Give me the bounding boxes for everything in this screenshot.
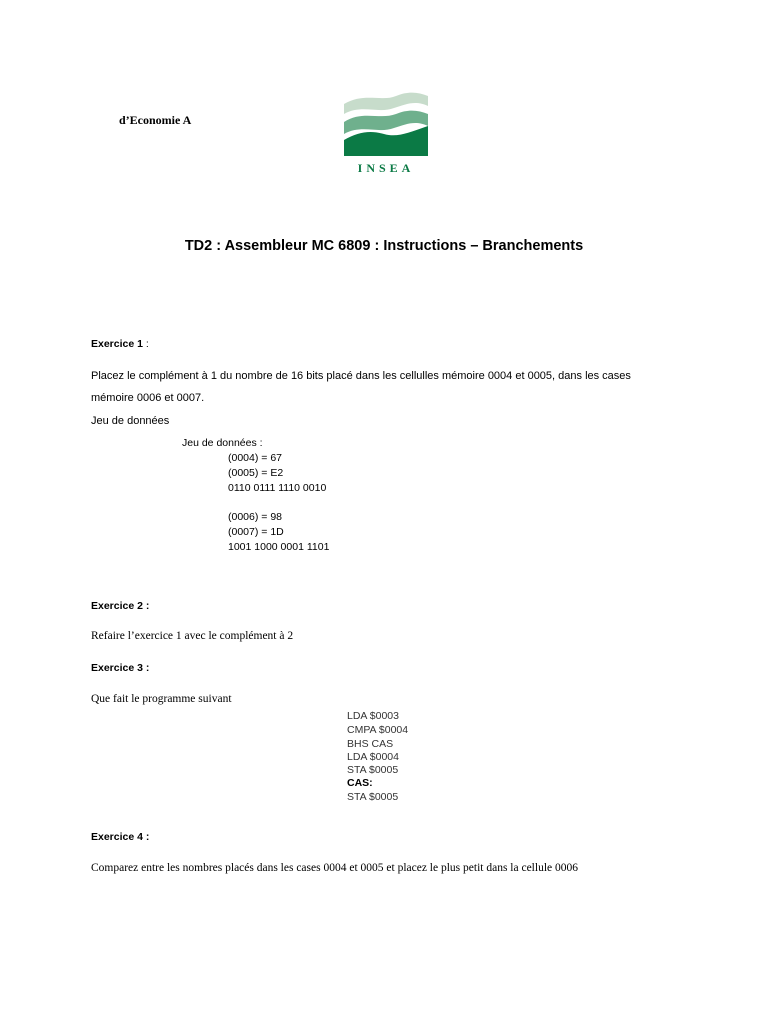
exercice-1-line-1: Placez le complément à 1 du nombre de 16 bits placé dans les cellulles mémoire 0004 et 0005, dans les cases — [91, 370, 631, 382]
code-line: STA $0005 — [347, 791, 399, 803]
code-line: CMPA $0004 — [347, 724, 409, 736]
code-line: LDA $0003 — [347, 710, 399, 722]
data-line: (0006) = 98 — [228, 511, 282, 523]
exercice-1-heading-text: Exercice 1 — [91, 338, 143, 350]
logo-text: INSEA — [357, 161, 415, 175]
data-line: 0110 0111 1110 0010 — [228, 482, 327, 494]
exercice-3-heading: Exercice 3 : — [91, 662, 150, 674]
exercice-4-text: Comparez entre les nombres placés dans les cases 0004 et 0005 et placez le plus petit dans la cellule 0006 — [91, 862, 578, 874]
page-title: TD2 : Assembleur MC 6809 : Instructions – Branchements — [184, 238, 584, 254]
exercice-3-text: Que fait le programme suivant — [91, 693, 232, 705]
data-block-label: Jeu de données : — [182, 437, 263, 449]
exercice-2-text: Refaire l’exercice 1 avec le complément à 2 — [91, 630, 294, 642]
exercice-1-heading-colon: : — [142, 338, 149, 350]
data-line: (0005) = E2 — [228, 467, 284, 479]
data-line: (0004) = 67 — [228, 452, 282, 464]
data-line: (0007) = 1D — [228, 526, 284, 538]
code-line: STA $0005 — [347, 764, 399, 776]
exercice-4-heading: Exercice 4 : — [91, 831, 150, 843]
data-line: 1001 1000 0001 1101 — [228, 541, 330, 553]
exercice-1-jeu-label: Jeu de données — [91, 415, 170, 427]
exercice-1-heading — [91, 338, 149, 350]
code-line: BHS CAS — [347, 738, 394, 750]
exercice-1-line-2: mémoire 0006 et 0007. — [91, 392, 205, 404]
code-label: CAS: — [347, 777, 373, 789]
institution-name: d’Economie A — [119, 113, 192, 127]
code-line: LDA $0004 — [347, 751, 399, 763]
exercice-2-heading: Exercice 2 : — [91, 600, 150, 612]
